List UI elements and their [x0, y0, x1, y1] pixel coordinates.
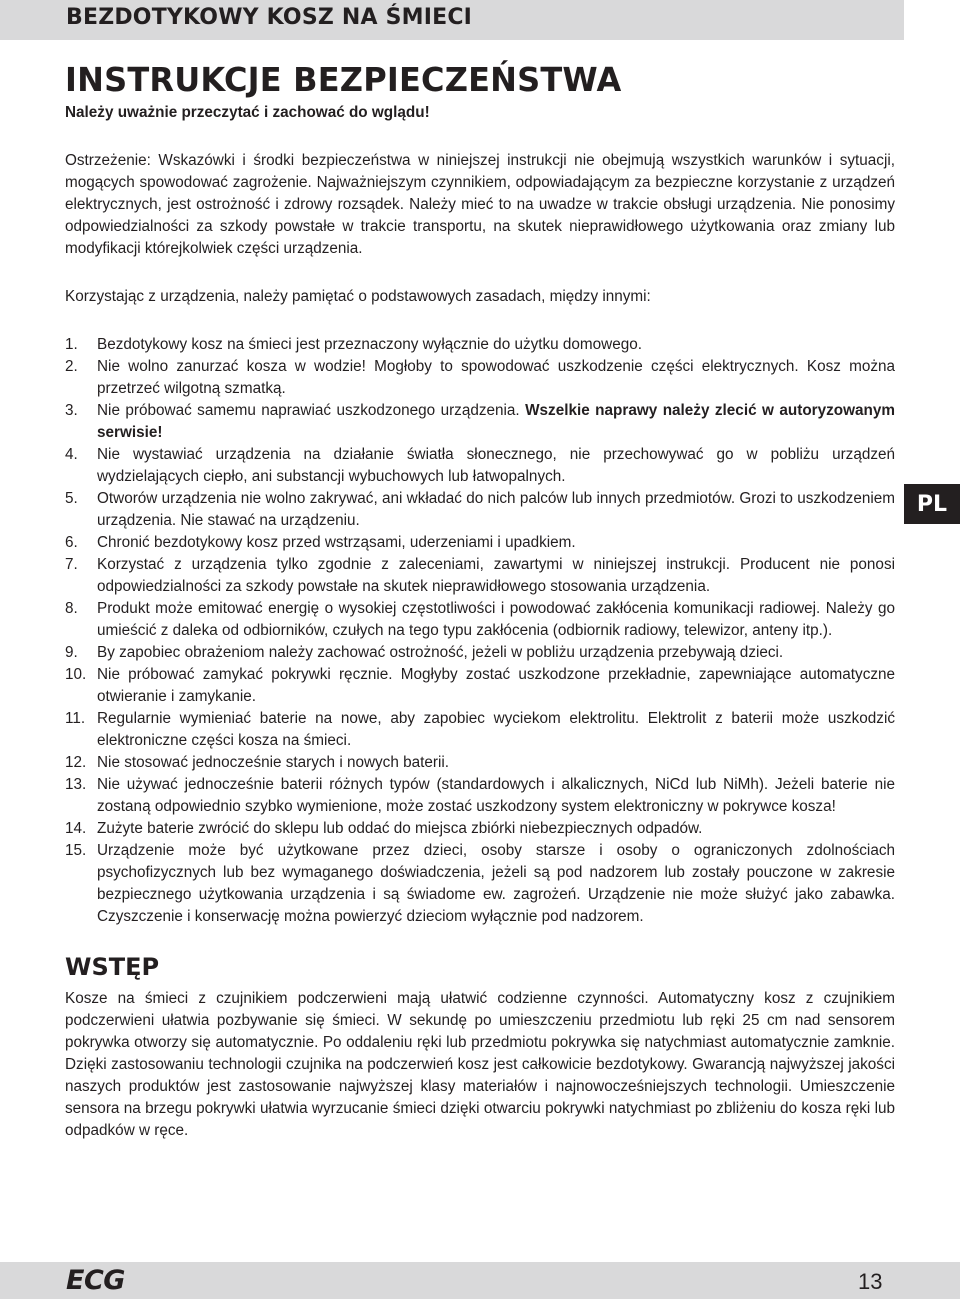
item-text: Regularnie wymieniać baterie na nowe, aby zapobiec wyciekom elektrolitu. Elektrolit z baterii może uszkodzić elektroniczne części kosza na śmieci.	[97, 710, 895, 749]
section-title-intro: WSTĘP	[65, 953, 160, 981]
rules-intro: Korzystając z urządzenia, należy pamiętać o podstawowych zasadach, między innymi:	[65, 288, 651, 305]
list-item	[65, 488, 895, 532]
list-item	[65, 664, 895, 708]
item-number: 2.	[65, 358, 78, 375]
item-number: 5.	[65, 490, 78, 507]
item-number: 14.	[65, 820, 87, 837]
item-text: Bezdotykowy kosz na śmieci jest przeznaczony wyłącznie do użytku domowego.	[97, 336, 642, 353]
item-text: Chronić bezdotykowy kosz przed wstrząsami, uderzeniami i upadkiem.	[97, 534, 576, 551]
item-text: Korzystać z urządzenia tylko zgodnie z zaleceniami, zawartymi w niniejszej instrukcji. Producent nie ponosi odpowiedzialności za szkody powstałe na skutek nieprawidłowego stosowania urządzenia.	[97, 556, 895, 595]
list-item	[65, 774, 895, 818]
list-item	[65, 400, 895, 444]
page-title: INSTRUKCJE BEZPIECZEŃSTWA	[65, 60, 622, 99]
list-item	[65, 444, 895, 488]
item-number: 8.	[65, 600, 78, 617]
item-number: 15.	[65, 842, 87, 859]
item-text: Nie wolno zanurzać kosza w wodzie! Mogłoby to spowodować uszkodzenie części elektrycznych. Kosz można przetrzeć wilgotną szmatką.	[97, 358, 895, 397]
item-text: Produkt może emitować energię o wysokiej częstotliwości i powodować zakłócenia komunikacji radiowej. Należy go umieścić z daleka od odbiorników, czułych na tego typu zakłócenia (odbiornik radiowy, telewizor, anteny itp.).	[97, 600, 895, 639]
item-text: Otworów urządzenia nie wolno zakrywać, ani wkładać do nich palców lub innych przedmiotów. Grozi to uszkodzeniem urządzenia. Nie stawać na urządzeniu.	[97, 490, 895, 529]
item-number: 12.	[65, 754, 87, 771]
item-text: Zużyte baterie zwrócić do sklepu lub oddać do miejsca zbiórki niebezpiecznych odpadów.	[97, 820, 703, 837]
safety-rules-list	[65, 334, 895, 928]
list-item	[65, 642, 895, 664]
list-item	[65, 554, 895, 598]
item-text: Urządzenie może być użytkowane przez dzieci, osoby starsze i osoby o ograniczonych zdolnościach psychofizycznych lub bez wymaganego doświadczenia, jeżeli są pod nadzorem lub zostały pouczone w zakresie bezpiecznego użytkowania urządzenia i są świadome ew. zagrożeń. Urządzenie nie może służyć jako zabawka. Czyszczenie i konserwację można powierzyć dzieciom wyłącznie pod nadzorem.	[97, 842, 895, 925]
list-item	[65, 598, 895, 642]
subtitle: Należy uważnie przeczytać i zachować do wglądu!	[65, 104, 430, 121]
footer-bar	[0, 1262, 960, 1299]
list-item	[65, 356, 895, 400]
item-bold-text: Wszelkie naprawy należy zlecić w autoryzowanym serwisie!	[97, 402, 895, 441]
warning-paragraph: Ostrzeżenie: Wskazówki i środki bezpieczeństwa w niniejszej instrukcji nie obejmują wszystkich warunków i sytuacji, mogących spowodować zagrożenie. Najważniejszym czynnikiem, odpowiadającym za bezpieczne korzystanie z urządzeń elektrycznych, jest ostrożność i zdrowy rozsądek. Należy mieć to na uwadze w trakcie obsługi urządzenia. Nie ponosimy odpowiedzialności za szkody powstałe w trakcie transportu, na skutek nieprawidłowego użytkowania oraz zmiany lub modyfikacji którejkolwiek części urządzenia.	[65, 152, 895, 257]
item-number: 13.	[65, 776, 87, 793]
document-header-title: BEZDOTYKOWY KOSZ NA ŚMIECI	[66, 5, 473, 30]
item-number: 11.	[65, 710, 86, 727]
item-number: 4.	[65, 446, 78, 463]
language-tab: PL	[904, 484, 960, 524]
item-number: 7.	[65, 556, 78, 573]
page-number: 13	[858, 1269, 883, 1294]
item-number: 6.	[65, 534, 78, 551]
item-text: Nie używać jednocześnie baterii różnych typów (standardowych i alkalicznych, NiCd lub NiMh). Jeżeli baterie nie zostaną odpowiednio szybko wymienione, może zostać uszkodzony system elektroniczny w pokrywce kosza!	[97, 776, 895, 815]
intro-paragraph: Kosze na śmieci z czujnikiem podczerwieni mają ułatwić codzienne czynności. Automatyczny kosz z czujnikiem podczerwieni ułatwia pozbywanie się śmieci. W sekundę po umieszczeniu przedmiotu lub ręki 25 cm nad sensorem pokrywka otworzy się automatycznie. Po oddaleniu ręki lub przedmiotu pokrywka się natychmiast automatycznie zamknie. Dzięki zastosowaniu technologii czujnika na podczerwień kosz jest całkowicie bezdotykowy. Gwarancją najwyższej jakości naszych produktów jest zastosowanie najwyższej klasy materiałów i najnowocześniejszych technologii. Umieszczenie sensora na brzegu pokrywki ułatwia wyrzucanie śmieci dzięki otwarciu pokrywki natychmiast po zbliżeniu do kosza ręki lub odpadków w ręce.	[65, 990, 895, 1139]
list-item	[65, 818, 895, 840]
list-item	[65, 840, 895, 928]
list-item	[65, 532, 895, 554]
brand-logo: ECG	[66, 1265, 125, 1296]
item-text: Nie próbować zamykać pokrywki ręcznie. Mogłyby zostać uszkodzone przekładnie, zapewniające automatyczne otwieranie i zamykanie.	[97, 666, 895, 705]
item-text: Nie stosować jednocześnie starych i nowych baterii.	[97, 754, 449, 771]
page-content	[65, 58, 895, 1142]
list-item	[65, 752, 895, 774]
item-number: 10.	[65, 666, 87, 683]
item-number: 1.	[65, 336, 78, 353]
list-item	[65, 334, 895, 356]
list-item	[65, 708, 895, 752]
item-number: 9.	[65, 644, 78, 661]
item-number: 3.	[65, 402, 78, 419]
item-text: By zapobiec obrażeniom należy zachować ostrożność, jeżeli w pobliżu urządzenia przebywają dzieci.	[97, 644, 784, 661]
item-text: Nie wystawiać urządzenia na działanie światła słonecznego, nie przechowywać go w pobliżu urządzeń wydzielających ciepło, ani substancji wybuchowych lub łatwopalnych.	[97, 446, 895, 485]
item-text: Nie próbować samemu naprawiać uszkodzonego urządzenia.	[97, 402, 526, 419]
